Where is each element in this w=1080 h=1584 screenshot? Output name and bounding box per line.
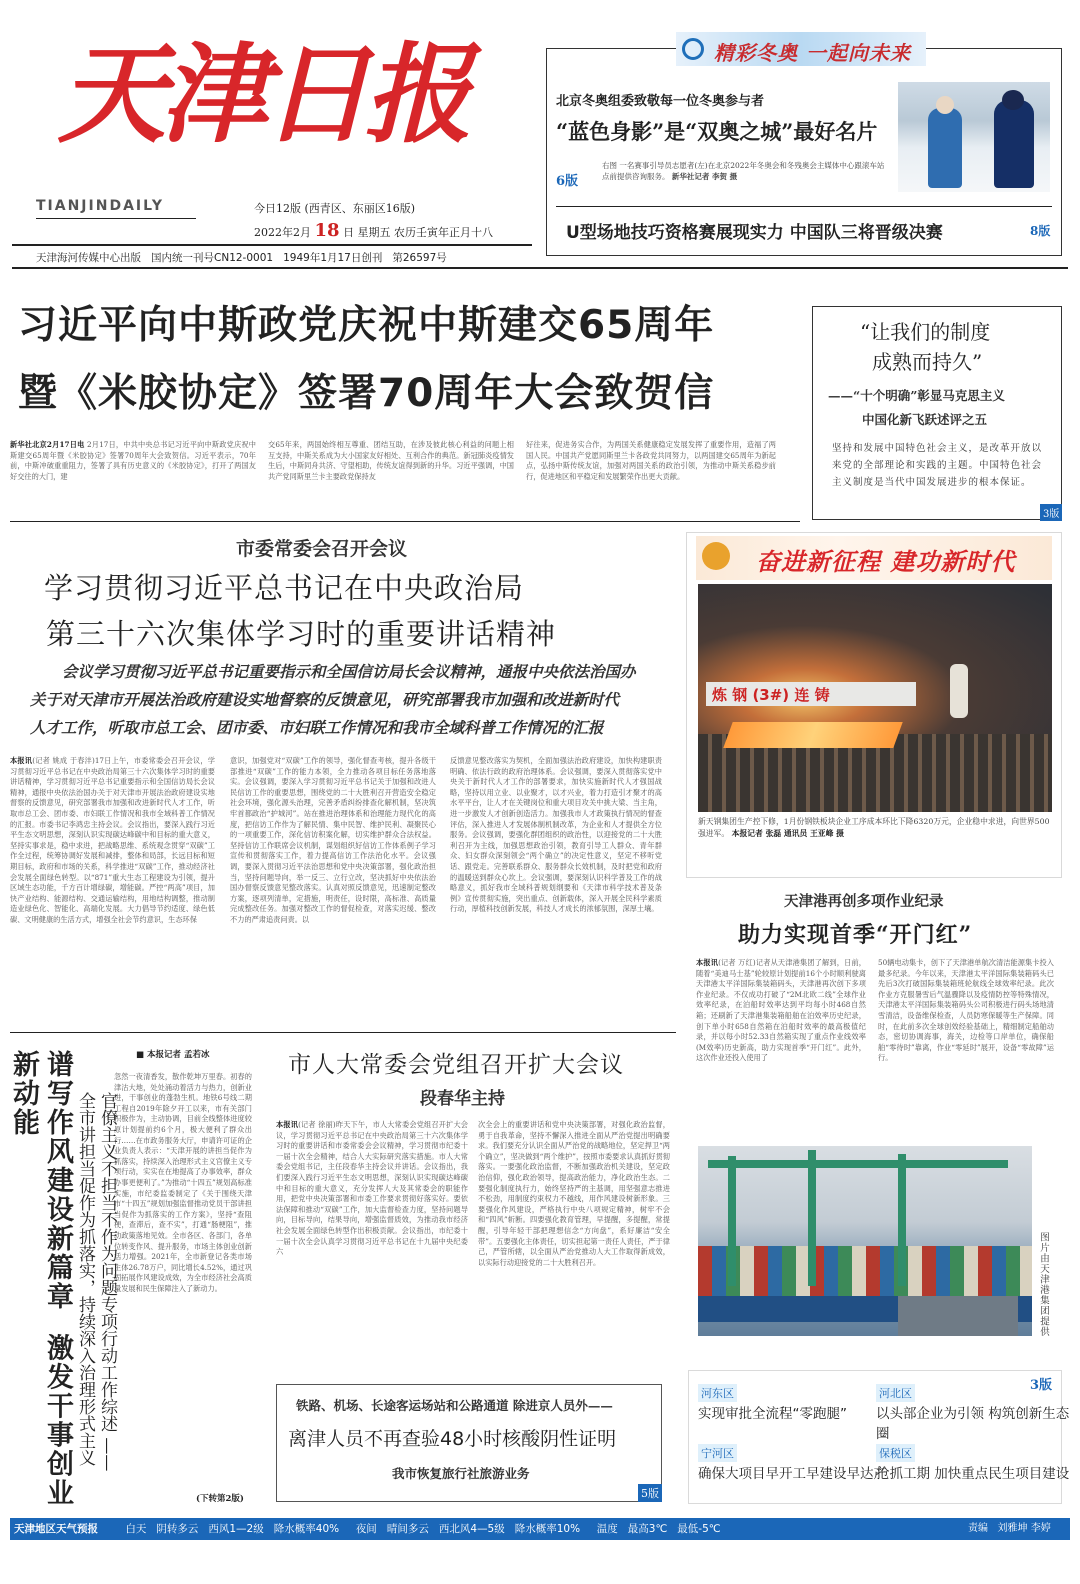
committee-col-3: 反馈意见整改落实为契机，全面加强法治政府建设，加快构建职责明确、依法行政的政府治理体系。会议强调，要深入贯彻落实党中央关于新时代人才工作的部署要求，加快实施新时代人才强国战略，坚持以用立业、以业聚才，以才兴业，着力打造引才聚才的高水平平台，让人才在关键岗位和重大项目攻关中挑大梁、当主角，进一步激发人才创新创造活力。加强我市人才政策执行情况的督查评估，深入推进人才发展体制机制改革，为企业和人才提供全方位服务。会议强调，要强化群团组织的政治性，以迎接党的二十大胜利召开为主线，加强思想政治引领，教育引导工人群众、青年群众、妇女群众深刻领会“两个确立”的决定性意义，坚定不移听党话、跟党走。完善联系群众、服务群众长效机制，及时把党和政府的温暖送到群众心坎上。会议强调，要深刻认识科学普及工作的战略意义，抓好我市全域科普规划纲要和《天津市科学技术普及条例》宣传贯彻实施，突出重点、创新载体，深入开展全民科学素质行动，厚植科技创新发展，科技人才成长的浓郁氛围，深厚土壤。: [450, 756, 662, 914]
weather-low: 最低-5℃: [677, 1523, 721, 1535]
district-tag: 保税区: [876, 1444, 915, 1462]
publisher: 天津海河传媒中心出版: [36, 252, 141, 264]
date-day: 18: [314, 220, 340, 241]
district-tag: 河东区: [698, 1384, 737, 1402]
weather-night-rain: 降水概率10%: [514, 1523, 581, 1535]
lead-col-3: 好往来，促进务实合作，为两国关系健康稳定发展发挥了重要作用，造福了两国人民。中国共产党愿同斯里兰卡各政党共同努力，以两国建交65周年为新起点，弘扬中斯传统友谊，加强对两国关系的政治引领，为推动中斯关系稳步前行，促进地区和平稳定和发展繁荣作出更大贡献。: [526, 440, 776, 481]
feature-banner: [696, 536, 1052, 580]
date-line: [254, 220, 493, 241]
weather-high: 最高3℃: [627, 1523, 668, 1535]
olympic-emblem-icon: [682, 38, 704, 60]
weather-day-rain: 降水概率40%: [273, 1523, 340, 1535]
feature-caption-text: 新天钢集团生产控下修，1月份钢铁板块企业工序成本环比下降6320万元，企业稳中求进，向世界500强进军。: [698, 817, 1050, 838]
divider: [10, 521, 800, 522]
commentary-title-2[interactable]: 成熟而持久”: [872, 350, 983, 374]
port-photo: [698, 1146, 1032, 1336]
side-title-1: 官僚主义不担当不作为问题专项行动工作综述: [97, 1092, 117, 1432]
committee-deck-3: 人才工作，听取市总工会、团市委、市妇联工作情况和我市全域科普工作情况的汇报: [30, 718, 604, 737]
lead-headline-2[interactable]: 暨《米胶协定》签署70周年大会致贺信: [18, 371, 715, 416]
weather-day-wind: 西风1—2级: [208, 1523, 264, 1535]
port-col-2: 50辆电动集卡，创下了天津港单航次清洁能源集卡投入最多纪录。今年以来，天津港太平洋国际集装箱码头已先后3次打破国际集装箱班轮航线全球效率纪录。此次作业方克服暑雪后气温骤降以及疫情防控等特殊情况，天津港太平洋国际集装箱码头公司积极进行码头场地清雪清洁，设备维保检查，人员防寒保暖等生产保障。同时，在此前多次全球创效经验基础上，精细制定船舶动态，密切协调海事，海关，边检等口岸单位，确保船舶“零待时”靠离，作业“零延时”展开，设备“零故障”运行。: [878, 958, 1054, 1063]
olympics-sub-page-ref[interactable]: 8版: [1030, 224, 1051, 238]
issn: 国内统一刊号CN12-0001: [151, 252, 274, 264]
npc-col-2: 次全会上的重要讲话和党中央决策部署，对强化政治监督，勇于自我革命，坚持不懈深入推进全面从严治党提出明确要求。我们要充分认识全面从严治党的战略地位，坚定捍卫“两个确立”，坚决做到“两个维护”，按照市委要求认真抓好贯彻落实。一要强化政治监督，不断加强政治机关建设，坚定政治信仰，强化政治领导，提高政治能力，净化政治生态。二要强化制度执行力，始终坚持严的主基调，用坚强意志推进不松劲，用制度约束权力不越线，用作风建设树新形象。三要强化作风建设，严格执行中央八项规定精神，树牢不会和“四风”斩断。四要强化教育管理，早提醒，多提醒，常提醒，引导年轻干部把理想信念“方向盘”，系好廉洁“安全带”。五要强化主体责任，切实担起第一责任人责任，严于律己，严管所辖，以全面从严治党推动人大工作取得新成效，以实际行动迎接党的二十大胜利召开。: [478, 1120, 670, 1267]
feature-caption: [698, 816, 1054, 840]
olympics-photo: [898, 82, 1050, 192]
commentary-summary: 坚持和发展中国特色社会主义，是改革开放以来党的全部理论和实践的主题。中国特色社会主义制度是当代中国发展进步的根本保证。: [832, 443, 1043, 488]
publisher-line: [36, 250, 447, 265]
olympics-credit: 新华社记者 李贺 摄: [671, 172, 738, 181]
npc-col-1-text: (记者 徐丽)昨天下午，市人大常委会党组召开扩大会议，学习贯彻习近平总书记在中央政治局第三十六次集体学习时的重要讲话和市委常委会会议精神，学习贯彻市纪委十一届十次全会精神，结合人大实际研究落实措施。市人大常委会党组书记，主任段春华主持会议并讲话。会议指出，我们要深入践行习近平生态文明思想，深刻认识实现碳达峰碳中和目标的重大意义，充分发挥人大及其常委会的职能作用，把党中央决策部署和市委工作要求贯彻好落实好。要依法保障和推动“双碳”工作，加大监督检查力度，坚持问题导向，目标导向，结果导向，增强监督质效，为推动我市经济社会发展全面绿色转型作出积极贡献。会议指出，市纪委十一届十次全会认真学习贯彻习近平总书记在十九届中央纪委六: [276, 1120, 468, 1257]
weather-night: 晴间多云: [386, 1523, 429, 1535]
weather-temp-label: 温度: [596, 1523, 618, 1535]
masthead-english: TIANJINDAILY: [36, 198, 164, 214]
port-headline[interactable]: 助力实现首季“开门红”: [738, 922, 973, 948]
feature-banner-text: 奋进新征程 建功新时代: [756, 547, 1016, 576]
weather-night-label: 夜间: [355, 1523, 377, 1535]
committee-headline-2[interactable]: 第三十六次集体学习时的重要讲话精神: [46, 617, 557, 651]
district-headline[interactable]: 实现审批全流程“零跑腿”: [698, 1406, 847, 1422]
olympics-banner-text: 精彩冬奥 一起向未来: [714, 41, 911, 65]
date-prefix: 2022年2月: [254, 226, 311, 239]
lead-headline-1[interactable]: 习近平向中斯政党庆祝中斯建交65周年: [18, 303, 715, 348]
side-big-title[interactable]: [6, 1050, 74, 1510]
founded: 1949年1月17日创刊: [283, 252, 383, 264]
masthead-rule: [12, 244, 532, 246]
side-title: [74, 1092, 118, 1472]
weather-label: 天津地区天气预报: [14, 1523, 98, 1535]
olympics-sub-headline[interactable]: U型场地技巧资格赛展现实力 中国队三将晋级决赛: [566, 223, 943, 243]
commentary-page-ref[interactable]: 3版: [1040, 504, 1062, 521]
weather-day-label: 白天: [125, 1523, 147, 1535]
steel-sign: 炼 钢 (3#) 连 铸: [706, 682, 916, 706]
olympics-caption: [602, 160, 888, 182]
feature-credit: 本报记者 张磊 通讯员 王亚峰 摄: [731, 829, 844, 838]
feature-photo: [698, 584, 1052, 812]
masthead-logo: 天津日报: [58, 32, 467, 158]
editor-names: 刘雅坤 李婷: [997, 1523, 1051, 1534]
issue-number: 第26597号: [392, 252, 447, 264]
travel-subhead: 我市恢复旅行社旅游业务: [392, 1466, 530, 1481]
editor-label: 责编: [968, 1523, 988, 1534]
travel-kicker: 铁路、机场、长途客运场站和公路通道 除进京人员外——: [296, 1398, 613, 1413]
port-col-1: [696, 958, 866, 1128]
committee-headline-1[interactable]: 学习贯彻习近平总书记在中央政治局: [44, 571, 525, 605]
side-byline: ■ 本报记者 孟若冰: [136, 1050, 210, 1060]
district-tag: 河北区: [876, 1384, 915, 1402]
olympics-page-ref[interactable]: 6版: [556, 174, 579, 189]
npc-col-1: [276, 1120, 468, 1356]
committee-col-1: [10, 756, 215, 1022]
port-col-1-text: (记者 万红)记者从天津港集团了解到，日前，随着“美迪马士基”轮较原计划提前16个小时顺利驶离天津港太平洋国际集装箱码头，天津港再次创下多项作业纪录。不仅成功打破了“2M北欧二线”全球作业效率纪录，在泊船时效率达到平均每小时468自然箱；还刷新了天津港集装箱船舶在泊效率历史纪录，创下单小时658自然箱在泊船时效率的最高极值纪录，并以每小时52.33自然箱实现了重点作业线效率(M效率)历史新高，助力实现首季“开门红”。此外，这次作业还投入使用了: [696, 958, 866, 1063]
lead-dateline: 新华社北京2月17日电: [10, 440, 85, 449]
port-byline: 本报讯: [696, 958, 719, 967]
lead-col-2: 交65年来，两国始终相互尊重、团结互助，在涉及彼此核心利益的问题上相互支持，中斯关系成为大小国家友好相处、互利合作的典范。新冠肺炎疫情发生后，中斯同舟共济、守望相助，传统友谊得到新的升华。习近平强调，中国共产党同斯里兰卡主要政党保持友: [268, 440, 514, 481]
port-photo-credit: 图片由天津港集团提供: [1038, 1232, 1049, 1337]
side-body: 忽然一夜清香发，散作乾坤万里春。初春的津沽大地，处处涌动着活力与热力，创新业进，干事创业的蓬勃生机。地铁6号线二期工程自2019年除夕开工以来，市有关部门积极作为，主动协调，目前全线整体进度较原计划提前约6个月，极大便利了群众出行……在市政务服务大厅，申请许可证的企业负责人表示：“天津开展的讲担当促作为抓落实，持续深入治理形式主义官僚主义专项行动，实实在在地提高了办事效率，群众办事更便利了。”为推动“十四五”规划高标准实施，市纪委监委制定了《关于围绕天津市“十四五”规划加强监督推动党员干部讲担当促作为抓落实的工作方案》，坚持“查阻梗，查滞后，查不实”，打通“肠梗阻”，推动政策落地见效。全市各区、各部门，各单位转变作风、提升服务，市场主体创业创新活力增强。2021年，全市新登记各类市场主体26.78万户，同比增长4.52%，通过巩固拓展作风建设成效，为全市经济社会高质量发展和民生保障注入了新动力。: [114, 1072, 252, 1293]
committee-col-2: 意识，加强党对“双碳”工作的领导，强化督查考核，提升各级干部推进“双碳”工作的能力本领，全力推动各项目标任务落地落实。会议强调，要深入学习贯彻习近平总书记关于加强和改进人民信访工作的重要思想，围绕党的二十大胜利召开营造安全稳定社会环境，强化源头治理，完善矛盾纠纷排查化解机制，坚决筑牢首都政治“护城河”。站在推进治理体系和治理能力现代化的高度，把信访工作作为了解民情、集中民智、维护民利、凝聚民心的一项重要工作，深化信访积案化解，切实维护群众合法权益。坚持信访工作联席会议机制，谋划组织好信访工作体系例子学习宣传和贯彻落实工作，着力提高信访工作法治化水平。会议强调，要深入贯彻习近平法治思想和党中央决策部署，强化政治担当，坚持问题导向，举一反三、立行立改，坚决抓好中央依法治国办督察反馈意见整改落实。认真对照反馈意见，迅速制定整改方案，逐项列清单，定措施，明责任，设时限，高标准、高质量完成整改任务。加强对整改工作的督促检查，对落实迟缓、整改不力的严肃追责问责。以: [230, 756, 436, 924]
commentary-subtitle-2: 中国化新飞跃述评之五: [862, 412, 988, 427]
side-big-title-1[interactable]: 谱写作风建设新篇章: [42, 1050, 73, 1311]
committee-kicker: 市委常委会召开会议: [236, 538, 408, 560]
npc-subhead: 段春华主持: [420, 1089, 505, 1109]
committee-byline: 本报讯: [10, 756, 33, 765]
commentary-title-1[interactable]: “让我们的制度: [860, 320, 991, 344]
npc-byline: 本报讯: [276, 1120, 299, 1129]
divider: [556, 206, 1052, 207]
olympics-caption-text: 右图 一名赛事引导员志愿者(左)在北京2022年冬奥会和冬残奥会主媒体中心跟滚车站点前提供咨询服务。: [602, 161, 885, 181]
weather-day: 阴转多云: [156, 1523, 199, 1535]
lead-col-1: [10, 440, 256, 506]
npc-headline[interactable]: 市人大常委会党组召开扩大会议: [288, 1052, 624, 1078]
weather-line: [14, 1518, 721, 1540]
feature-emblem-icon: [702, 542, 730, 570]
committee-deck-2: 关于对天津市开展法治政府建设实地督察的反馈意见，研究部署我市加强和改进新时代: [30, 690, 620, 709]
olympics-headline[interactable]: “蓝色身影”是“双奥之城”最好名片: [556, 119, 878, 144]
district-headline[interactable]: 以头部企业为引领 构筑创新生态圈: [876, 1406, 1070, 1442]
committee-deck-1: 会议学习贯彻习近平总书记重要指示和全国信访局长会议精神，通报中央依法治国办: [62, 662, 636, 681]
lead-col-1-text: 2月17日，中共中央总书记习近平向中斯政党庆祝中斯建交65周年暨《米胶协定》签署70周年大会致贺信。习近平表示，70年前，中斯冲破重重阻力，签署了具有历史意义的《米胶协定》，打开了两国友好交往的大门，建: [10, 440, 256, 481]
commentary-subtitle-1: ——“十个明确”彰显马克思主义: [828, 388, 1005, 403]
port-kicker: 天津港再创多项作业纪录: [784, 893, 944, 910]
district-headline[interactable]: 确保大项目早开工早建设早达产: [698, 1466, 887, 1482]
travel-page-ref[interactable]: 5版: [638, 1484, 662, 1502]
side-continued[interactable]: (下转第2版): [196, 1494, 244, 1504]
header-rule: [12, 267, 1068, 269]
side-title-2: ——全市讲担当促作为抓落实，持续深入治理形式主义: [75, 1092, 117, 1472]
side-big-title-2[interactable]: 激发干事创业新动能: [8, 1050, 73, 1508]
olympics-banner: [676, 32, 926, 66]
editor-line: [968, 1518, 1051, 1540]
districts-page-ref[interactable]: 3版: [1030, 1378, 1053, 1393]
weather-night-wind: 西北风4—5级: [438, 1523, 505, 1535]
travel-headline[interactable]: 离津人员不再查验48小时核酸阴性证明: [288, 1428, 617, 1450]
side-byline-text: 本报记者 孟若冰: [147, 1050, 210, 1060]
edition-line: 今日12版 (西青区、东丽区16版): [254, 202, 416, 215]
district-tag: 宁河区: [698, 1444, 737, 1462]
divider: [36, 218, 196, 219]
olympics-kicker: 北京冬奥组委致敬每一位冬奥参与者: [556, 94, 765, 109]
committee-col-1-text: (记者 姚成 于春沣)17日上午，市委常委会召开会议，学习贯彻习近平总书记在中央政治局第三十六次集体学习时的重要讲话精神，学习贯彻习近平总书记重要指示和全国信访局长会议精神，通报中央依法治国办关于对天津市开展法治政府建设实地督察的反馈意见，研究部署我市加强和改进新时代人才工作，听取市总工会、团市委、市妇联工作情况和我市全域科普工作情况的汇报。市委书记李鸿忠主持会议。会议指出，要深入践行习近平生态文明思想，深刻认识实现碳达峰碳中和目标的重大意义，坚持实事求是，稳中求进，把战略思维、系统观念贯穿“双碳”工作全过程，统筹协调好发展和减排，整体和局部，长远目标和短期目标，政府和市场的关系，科学推进“双碳”工作，推动经济社会发展全面绿色转型。以“871”重大生态工程建设为引领，提升区域生态功能，千方百计增绿碳，增能碳。严控“两高”项目，加快产业结构、能源结构、交通运输结构，用地结构调整，推动制造业绿色化、智能化、高端化发展。大力倡导节约适度、绿色低碳、文明健康的生活方式，增强全社会节约意识，生态环保: [10, 756, 215, 924]
date-suffix: 日 星期五 农历壬寅年正月十八: [343, 226, 494, 239]
divider: [10, 1032, 676, 1033]
district-headline[interactable]: 抢抓工期 加快重点民生项目建设: [876, 1466, 1070, 1482]
